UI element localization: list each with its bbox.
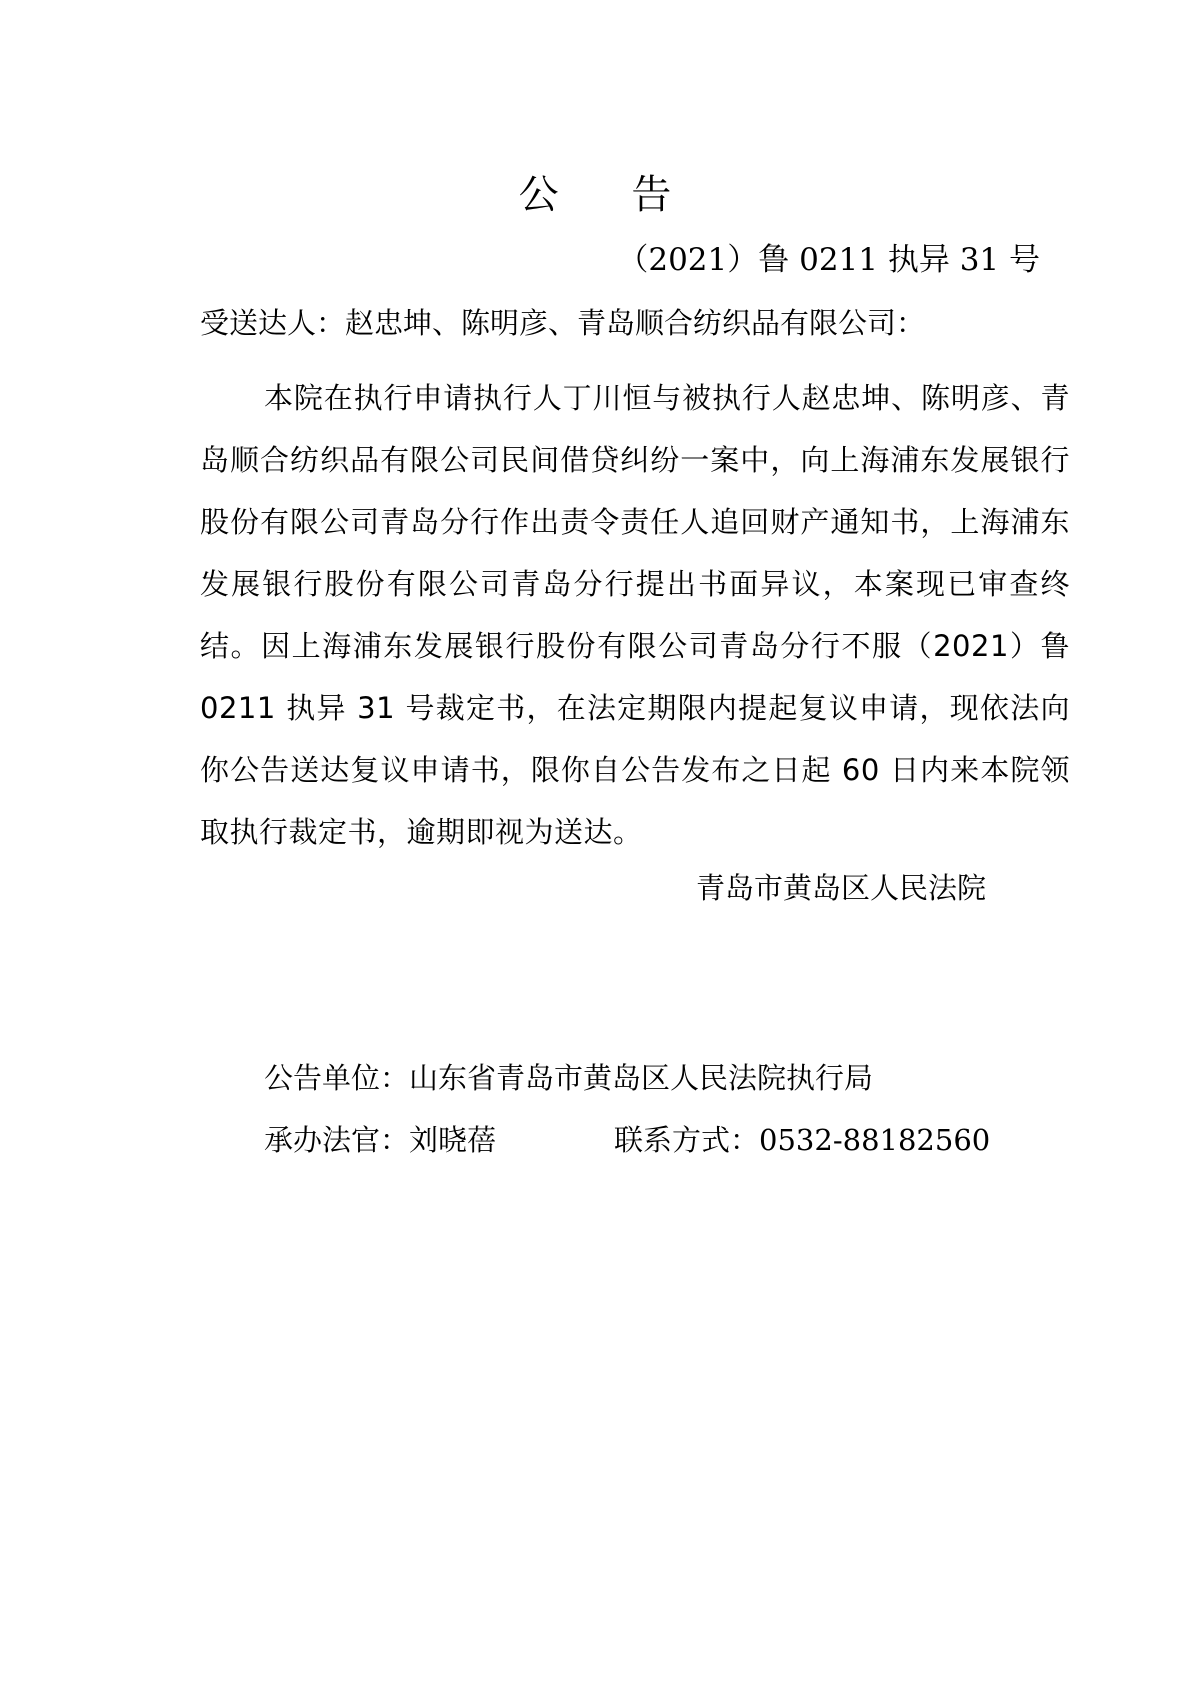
footer-unit-line [264, 1058, 873, 1098]
notice-body: 本院在执行申请执行人丁川恒与被执行人赵忠坤、陈明彦、青岛顺合纺织品有限公司民间借贷纠纷一案中，向上海浦东发展银行股份有限公司青岛分行作出责令责任人追回财产通知书，上海浦东发展银行股份有限公司青岛分行提出书面异议，本案现已审查终结。因上海浦东发展银行股份有限公司青岛分行不服（2021）鲁 0211 执异 31 号裁定书，在法定期限内提起复议申请，现依法向你公告送达复议申请书，限你自公告发布之日起 60 日内来本院领取执行裁定书，逾期即视为送达。 [200, 381, 1070, 849]
recipient-line: 受送达人：赵忠坤、陈明彦、青岛顺合纺织品有限公司： [200, 306, 926, 340]
footer-contact-line [614, 1120, 990, 1160]
court-signature: 青岛市黄岛区人民法院 [696, 871, 987, 905]
officer-label: 承办法官： [264, 1123, 410, 1157]
notice-title: 公 告 [518, 172, 702, 218]
contact-value: 0532-88182560 [759, 1123, 991, 1157]
unit-label: 公告单位： [264, 1061, 410, 1095]
contact-label: 联系方式： [614, 1123, 760, 1157]
officer-value: 刘晓蓓 [409, 1123, 497, 1157]
document-number: （2021）鲁 0211 执异 31 号 [617, 242, 1040, 278]
unit-value: 山东省青岛市黄岛区人民法院执行局 [409, 1061, 874, 1095]
footer-officer-line [264, 1120, 496, 1160]
